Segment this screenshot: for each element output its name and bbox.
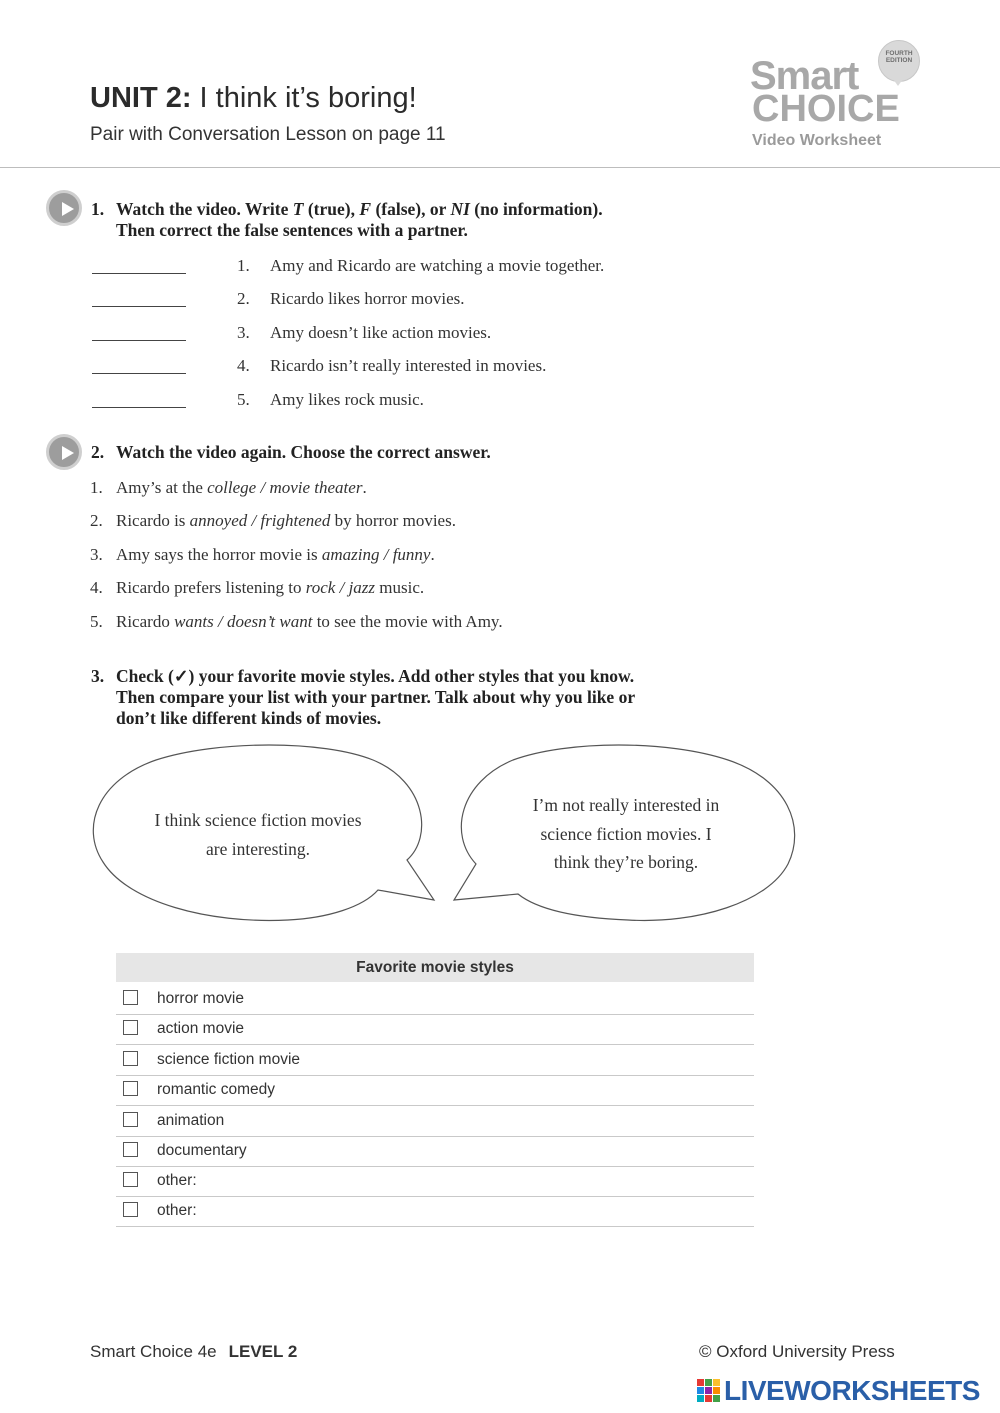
style-checkbox[interactable] bbox=[123, 990, 138, 1005]
exercise1-item bbox=[0, 289, 800, 313]
item-number: 5. bbox=[90, 612, 103, 631]
exercise2-item bbox=[0, 545, 800, 569]
item-number: 1. bbox=[237, 256, 250, 275]
style-label: action movie bbox=[157, 1020, 245, 1037]
play-video-icon[interactable] bbox=[46, 190, 82, 226]
item-number: 2. bbox=[90, 511, 103, 530]
style-label: horror movie bbox=[157, 990, 244, 1007]
edition-badge-text: FOURTH EDITION bbox=[885, 50, 913, 64]
table-row bbox=[116, 1196, 754, 1227]
table-row bbox=[116, 1014, 754, 1045]
exercise2-number: 2. bbox=[91, 442, 105, 462]
logo-smart-text: Smart bbox=[750, 54, 859, 98]
exercise2-item bbox=[0, 578, 800, 602]
item-number: 3. bbox=[90, 545, 103, 564]
exercise3-instruction-line: don’t like different kinds of movies. bbox=[116, 708, 382, 728]
table-row bbox=[116, 1166, 754, 1197]
exercise1-item bbox=[0, 390, 800, 414]
speech-bubble-right-text: I’m not really interested in science fiction movies. I think they’re boring. bbox=[532, 795, 720, 872]
speech-bubbles bbox=[88, 742, 803, 927]
exercise1-instruction-line1: Watch the video. Write T (true), F (false), or NI (no information). bbox=[116, 199, 603, 219]
smart-choice-logo bbox=[750, 40, 925, 155]
answer-blank[interactable] bbox=[92, 407, 186, 408]
style-checkbox[interactable] bbox=[123, 1142, 138, 1157]
speech-bubble-left-text: I think science fiction movies are interesting. bbox=[154, 810, 362, 859]
style-label: science fiction movie bbox=[157, 1051, 301, 1068]
item-number: 1. bbox=[90, 478, 103, 497]
table-row bbox=[116, 984, 754, 1015]
style-checkbox[interactable] bbox=[123, 1051, 138, 1066]
exercise1-instruction bbox=[91, 199, 791, 243]
style-label: other: bbox=[157, 1202, 197, 1219]
exercise2-item bbox=[0, 478, 800, 502]
exercise3-instruction-line: Then compare your list with your partner. Talk about why you like or bbox=[116, 687, 636, 707]
style-checkbox[interactable] bbox=[123, 1081, 138, 1096]
exercise2-instruction bbox=[91, 442, 791, 464]
item-number: 3. bbox=[237, 323, 250, 342]
exercise1-number: 1. bbox=[91, 199, 105, 219]
item-number: 2. bbox=[237, 289, 250, 308]
style-checkbox[interactable] bbox=[123, 1020, 138, 1035]
item-text: Ricardo prefers listening to rock / jazz music. bbox=[116, 578, 425, 597]
answer-choice[interactable]: rock / jazz bbox=[305, 578, 376, 597]
liveworksheets-grid-icon bbox=[697, 1379, 721, 1403]
style-label: other: bbox=[157, 1172, 197, 1189]
item-text: Ricardo is annoyed / frightened by horror movies. bbox=[116, 511, 456, 530]
table-title: Favorite movie styles bbox=[116, 953, 754, 982]
answer-choice[interactable]: amazing / funny bbox=[321, 545, 431, 564]
answer-choice[interactable]: wants / doesn’t want bbox=[174, 612, 313, 631]
style-checkbox[interactable] bbox=[123, 1172, 138, 1187]
item-number: 4. bbox=[90, 578, 103, 597]
table-row bbox=[116, 1106, 754, 1137]
liveworksheets-text: LIVEWORKSHEETS bbox=[724, 1375, 980, 1406]
item-text: Amy likes rock music. bbox=[270, 390, 424, 409]
table-row bbox=[116, 1075, 754, 1106]
item-text: Amy doesn’t like action movies. bbox=[270, 323, 492, 342]
item-number: 4. bbox=[237, 356, 250, 375]
answer-choice[interactable]: college / movie theater bbox=[207, 478, 363, 497]
style-label: animation bbox=[157, 1112, 225, 1129]
logo-choice-text: CHOICE bbox=[752, 88, 900, 130]
footer-copyright: © Oxford University Press bbox=[699, 1342, 895, 1361]
footer-book: Smart Choice 4e bbox=[90, 1342, 217, 1361]
header-divider bbox=[0, 167, 1000, 168]
logo-subtitle: Video Worksheet bbox=[752, 132, 882, 149]
exercise3-number: 3. bbox=[91, 666, 105, 686]
item-text: Ricardo isn’t really interested in movies. bbox=[270, 356, 547, 375]
exercise1-instruction-line2: Then correct the false sentences with a partner. bbox=[116, 220, 468, 240]
item-text: Amy says the horror movie is amazing / funny. bbox=[116, 545, 435, 564]
answer-blank[interactable] bbox=[92, 306, 186, 307]
style-label: romantic comedy bbox=[157, 1081, 276, 1098]
exercise1-item bbox=[0, 356, 800, 380]
item-number: 5. bbox=[237, 390, 250, 409]
exercise2-instruction-text: Watch the video again. Choose the correct answer. bbox=[116, 442, 491, 462]
play-video-icon[interactable] bbox=[46, 434, 82, 470]
exercise2-item bbox=[0, 511, 800, 535]
answer-choice[interactable]: annoyed / frightened bbox=[189, 511, 331, 530]
footer-book-info bbox=[90, 1342, 297, 1362]
answer-blank[interactable] bbox=[92, 340, 186, 341]
table-row bbox=[116, 1045, 754, 1076]
unit-label: UNIT 2: bbox=[90, 82, 192, 114]
answer-blank[interactable] bbox=[92, 273, 186, 274]
exercise1-item bbox=[0, 256, 800, 280]
style-checkbox[interactable] bbox=[123, 1202, 138, 1217]
footer-level: LEVEL 2 bbox=[228, 1342, 298, 1361]
item-text: Amy’s at the college / movie theater. bbox=[116, 478, 367, 497]
style-checkbox[interactable] bbox=[123, 1112, 138, 1127]
table-row bbox=[116, 1136, 754, 1167]
exercise1-item bbox=[0, 323, 800, 347]
exercise3-instruction-line: Check (✓) your favorite movie styles. Add other styles that you know. bbox=[116, 666, 635, 686]
item-text: Ricardo likes horror movies. bbox=[270, 289, 465, 308]
unit-title bbox=[90, 82, 417, 115]
exercise2-item bbox=[0, 612, 800, 636]
edition-badge-pointer bbox=[888, 72, 908, 86]
exercise3-instruction bbox=[91, 666, 791, 732]
answer-blank[interactable] bbox=[92, 373, 186, 374]
style-label: documentary bbox=[157, 1142, 247, 1159]
page-subtitle: Pair with Conversation Lesson on page 11 bbox=[90, 124, 446, 145]
item-text: Ricardo wants / doesn’t want to see the movie with Amy. bbox=[116, 612, 503, 631]
unit-title-text: I think it’s boring! bbox=[191, 82, 417, 114]
item-text: Amy and Ricardo are watching a movie together. bbox=[270, 256, 605, 275]
